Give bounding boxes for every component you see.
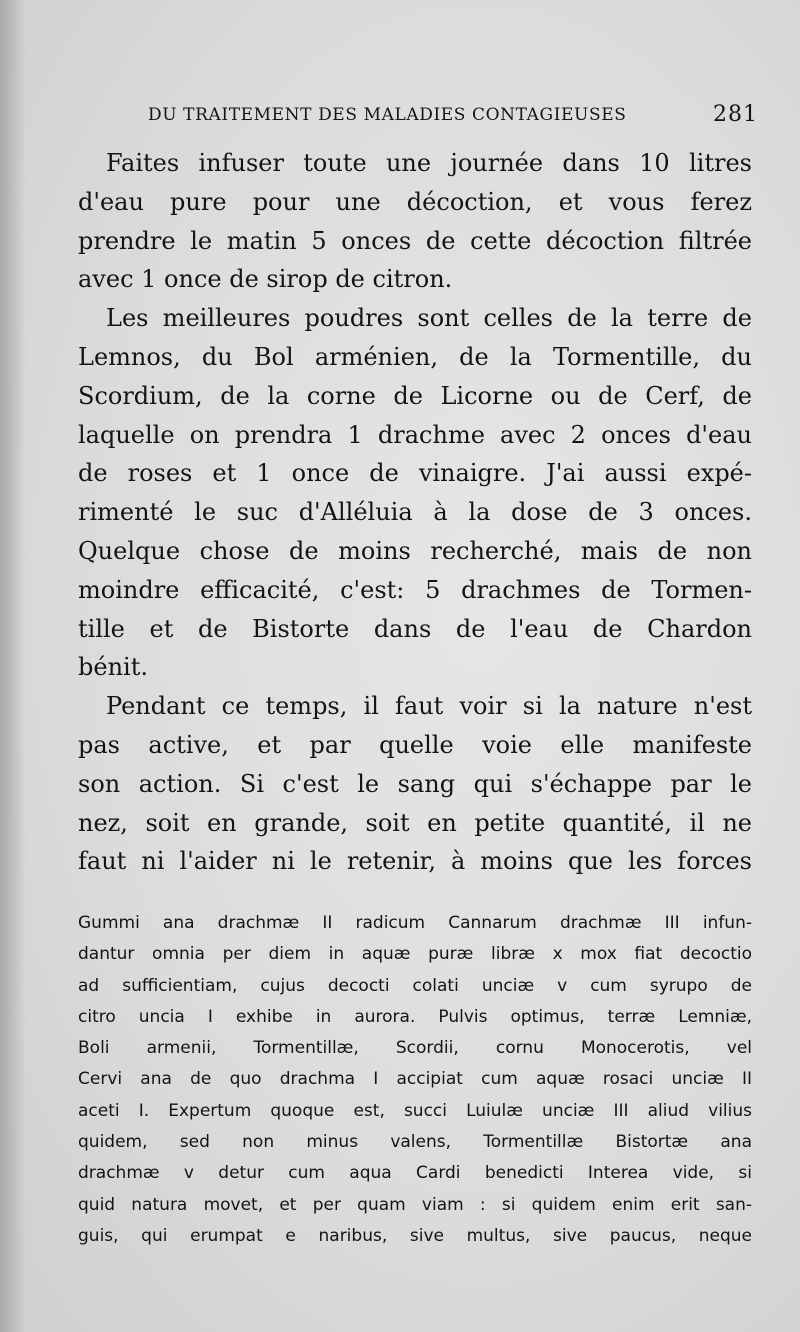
footnote-line: Gummi ana drachmæ II radicum Cannarum drachmæ III infun- bbox=[78, 913, 752, 933]
running-title: DU TRAITEMENT DES MALADIES CONTAGIEUSES bbox=[148, 105, 627, 125]
footnote-line: Cervi ana de quo drachma I accipiat cum aquæ rosaci unciæ II bbox=[78, 1069, 752, 1090]
main-text-line: faut ni l'aider ni le retenir, à moins que les forces bbox=[78, 847, 752, 876]
footnote-line: guis, qui erumpat e naribus, sive multus, sive paucus, neque bbox=[78, 1225, 752, 1246]
footnote-line: quidem, sed non minus valens, Tormentillæ Bistortæ ana bbox=[78, 1132, 752, 1153]
main-text-line: Scordium, de la corne de Licorne ou de Cerf, de bbox=[78, 381, 752, 410]
main-text-line: nez, soit en grande, soit en petite quantité, il ne bbox=[78, 808, 752, 837]
main-text-line: tille et de Bistorte dans de l'eau de Chardon bbox=[78, 614, 752, 643]
main-text-line: rimenté le suc d'Alléluia à la dose de 3 onces. bbox=[78, 498, 752, 527]
main-text-line: Les meilleures poudres sont celles de la terre de bbox=[106, 304, 752, 333]
main-text-line: bénit. bbox=[78, 653, 148, 682]
main-text-line: Pendant ce temps, il faut voir si la nature n'est bbox=[106, 692, 752, 721]
footnote-line: ad sufficientiam, cujus decocti colati unciæ v cum syrupo de bbox=[78, 975, 752, 996]
footnote-line: aceti I. Expertum quoque est, succi Luiulæ unciæ III aliud vilius bbox=[78, 1100, 752, 1121]
main-text-line: avec 1 once de sirop de citron. bbox=[78, 265, 453, 294]
main-text-line: prendre le matin 5 onces de cette décoction filtrée bbox=[78, 226, 752, 255]
main-text-line: de roses et 1 once de vinaigre. J'ai aussi expé- bbox=[78, 459, 752, 488]
main-text-line: d'eau pure pour une décoction, et vous ferez bbox=[78, 187, 752, 216]
main-text-line: laquelle on prendra 1 drachme avec 2 onces d'eau bbox=[78, 420, 752, 449]
main-text bbox=[78, 144, 752, 881]
footnote-line: quid natura movet, et per quam viam : si quidem enim erit san- bbox=[78, 1194, 752, 1215]
footnote bbox=[78, 908, 752, 1252]
main-text-line: son action. Si c'est le sang qui s'échappe par le bbox=[78, 769, 752, 798]
page-header bbox=[148, 100, 758, 130]
footnote-line: Boli armenii, Tormentillæ, Scordii, cornu Monocerotis, vel bbox=[78, 1038, 752, 1059]
footnote-line: dantur omnia per diem in aquæ puræ libræ x mox fiat decoctio bbox=[78, 944, 752, 965]
main-text-line: Lemnos, du Bol arménien, de la Tormentille, du bbox=[78, 342, 752, 371]
footnote-line: citro uncia I exhibe in aurora. Pulvis optimus, terræ Lemniæ, bbox=[78, 1006, 752, 1027]
main-text-line: moindre efficacité, c'est: 5 drachmes de Tormen- bbox=[78, 575, 752, 604]
main-text-line: Quelque chose de moins recherché, mais de non bbox=[78, 536, 752, 565]
footnote-line: drachmæ v detur cum aqua Cardi benedicti Interea vide, si bbox=[78, 1163, 752, 1184]
main-text-line: Faites infuser toute une journée dans 10 litres bbox=[106, 149, 752, 177]
main-text-line: pas active, et par quelle voie elle manifeste bbox=[78, 730, 752, 759]
page-number: 281 bbox=[713, 102, 758, 127]
